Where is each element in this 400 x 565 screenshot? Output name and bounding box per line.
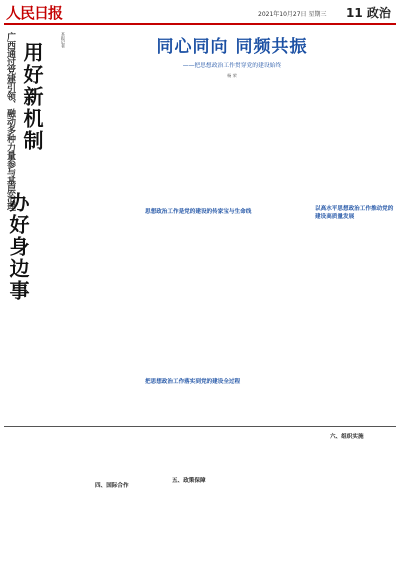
newspaper-logo: 人民日报 <box>6 4 63 22</box>
right-body-col-1b <box>132 222 194 372</box>
issue-date: 2021年10月27日 星期三 <box>258 11 327 18</box>
masthead <box>0 0 400 24</box>
right-article-title: 同心同向 同频共振 <box>156 37 308 57</box>
bottom-col-5 <box>304 444 394 560</box>
section-heading-2: 把思想政治工作落实到党的建设全过程 <box>145 379 241 385</box>
top-rule <box>4 23 396 25</box>
section-heading-3: 以高水平思想政治工作推动党的建设高质量发展 <box>315 206 394 220</box>
middle-rule <box>4 426 396 427</box>
left-body-col-2 <box>4 262 126 422</box>
left-kicker: 广西通过党建引领、融动多种力量参与基层治理 <box>5 32 15 211</box>
right-body-col-4b <box>330 230 394 420</box>
bottom-col-2b <box>78 492 144 560</box>
bottom-col-4 <box>218 432 300 560</box>
bottom-col-3b <box>148 488 214 560</box>
right-body-col-3 <box>264 72 326 412</box>
right-body-col-1 <box>132 72 194 202</box>
section-heading-1: 思想政治工作是党的建设的传家宝与生命线 <box>145 209 252 215</box>
bottom-section-4: 四、国际合作 <box>95 483 129 489</box>
bottom-col-2a <box>78 432 144 477</box>
bottom-col-1 <box>4 432 74 560</box>
right-article-author: 杨 荣 <box>227 73 237 78</box>
left-byline: 本报记者 <box>61 32 66 48</box>
page-label: 11 政治 <box>346 6 391 20</box>
right-body-col-2 <box>198 72 260 412</box>
right-article-subtitle: ——把思想政治工作贯穿党的建设始终 <box>182 63 282 69</box>
left-title-2: 办好身边事 <box>6 192 30 302</box>
right-body-col-1c <box>132 392 194 422</box>
right-body-col-4 <box>330 72 394 202</box>
bottom-col-3a <box>148 432 214 472</box>
bottom-section-5: 五、政策保障 <box>172 478 206 484</box>
bottom-section-6: 六、组织实施 <box>330 434 364 440</box>
left-body-col-1 <box>88 32 126 182</box>
left-title-1: 用好新机制 <box>20 42 44 152</box>
